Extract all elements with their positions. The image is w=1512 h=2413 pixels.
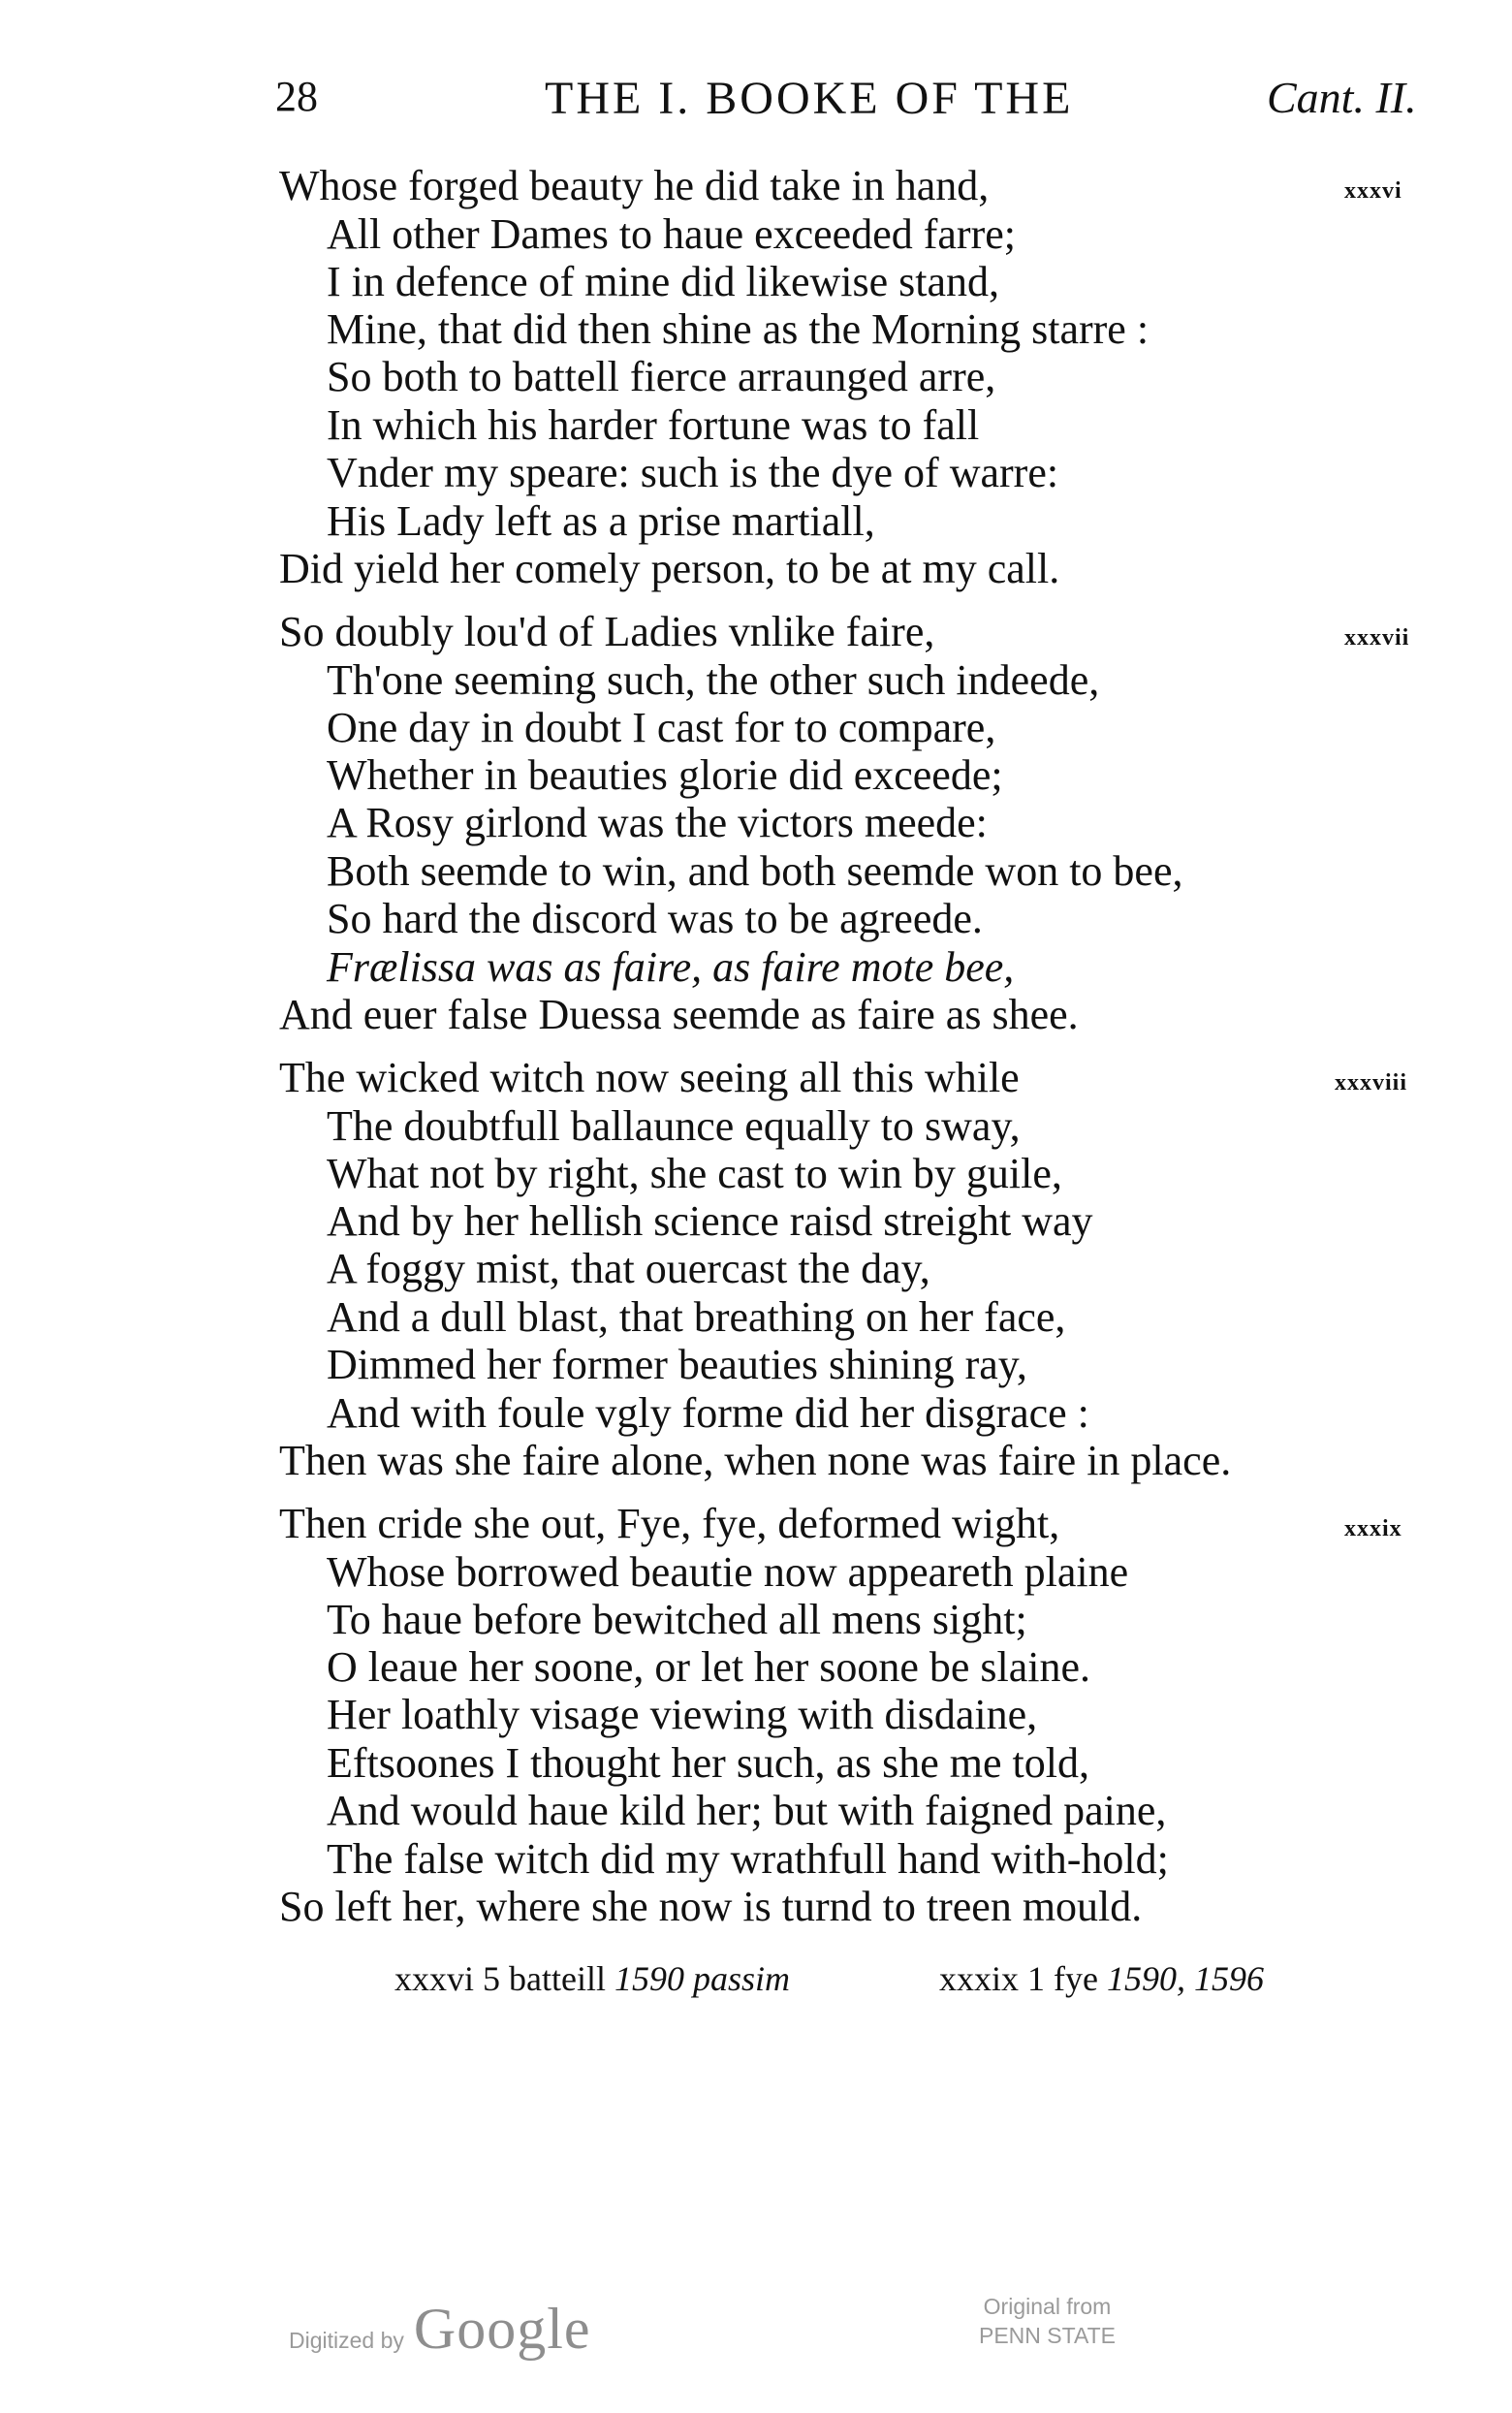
verse-line: Whose borrowed beautie now appeareth plaine [327,1548,1129,1596]
verse-line: Did yield her comely person, to be at my call. [279,545,1060,592]
verse-line: One day in doubt I cast for to compare, [327,704,996,751]
verse-line: A Rosy girlond was the victors meede: [327,799,988,846]
verse-line: Whether in beauties glorie did exceede; [327,751,1003,799]
verse-line: Vnder my speare: such is the dye of warre: [327,449,1059,496]
footnote-ref: xxxvi 5 batteill [394,1959,606,1998]
verse-line: What not by right, she cast to win by guile, [327,1150,1062,1197]
verse-line: And would haue kild her; but with faigned paine, [327,1787,1167,1834]
stanza-number: xxxix [1344,1516,1402,1541]
original-from-watermark [979,2292,1116,2350]
page-number: 28 [275,73,318,120]
verse-line: And by her hellish science raisd streight way [327,1197,1093,1245]
stanza-number: xxxviii [1335,1070,1408,1095]
footnote-ref: xxxix 1 fye [939,1959,1098,1998]
verse-line: And a dull blast, that breathing on her face, [327,1293,1066,1341]
stanza-number: xxxvi [1344,178,1402,204]
canto-label: Cant. II. [1267,73,1417,122]
verse-line: His Lady left as a prise martiall, [327,497,875,545]
footnote-note: 1590 passim [614,1959,790,1998]
digitized-label: Digitized by [289,2328,404,2353]
verse-line: Mine, that did then shine as the Morning starre : [327,305,1150,353]
verse-line: Her loathly visage viewing with disdaine, [327,1691,1038,1738]
verse-line: Then cride she out, Fye, fye, deformed wight, [279,1500,1060,1547]
verse-line: So doubly lou'd of Ladies vnlike faire, [279,608,935,655]
library-name: PENN STATE [979,2323,1116,2348]
verse-line: So both to battell fierce arraunged arre, [327,353,996,400]
verse-line: Then was she faire alone, when none was faire in place. [279,1437,1232,1484]
verse-line: So left her, where she now is turnd to treen mould. [279,1883,1143,1930]
verse-line: In which his harder fortune was to fall [327,401,980,449]
verse-line: And euer false Duessa seemde as faire as shee. [279,991,1079,1038]
footnote-left [394,1958,790,1999]
verse-line: The doubtfull ballaunce equally to sway, [327,1102,1021,1150]
verse-line: To haue before bewitched all mens sight; [327,1596,1027,1643]
verse-line: Dimmed her former beauties shining ray, [327,1341,1027,1388]
digitized-by-watermark [289,2296,591,2363]
verse-line: So hard the discord was to be agreede. [327,895,983,942]
stanza-number: xxxvii [1344,625,1410,651]
footnote-right [939,1958,1264,1999]
footnote-note: 1590, 1596 [1106,1959,1264,1998]
verse-line: The false witch did my wrathfull hand with-hold; [327,1835,1169,1883]
verse-line: All other Dames to haue exceeded farre; [327,210,1016,258]
verse-line: A foggy mist, that ouercast the day, [327,1245,930,1292]
verse-line: I in defence of mine did likewise stand, [327,258,1000,305]
original-label: Original from [983,2294,1112,2319]
verse-line: Th'one seeming such, the other such indeede, [327,656,1100,704]
verse-line: The wicked witch now seeing all this while [279,1054,1020,1101]
verse-line: Frælissa was as faire, as faire mote bee, [327,943,1015,991]
verse-line: And with foule vgly forme did her disgrace : [327,1389,1089,1437]
google-logo: Google [413,2297,591,2361]
running-title: THE I. BOOKE OF THE [545,73,1074,124]
verse-line: O leaue her soone, or let her soone be slaine. [327,1643,1091,1691]
verse-line: Eftsoones I thought her such, as she me told, [327,1739,1089,1787]
verse-line: Both seemde to win, and both seemde won to bee, [327,847,1183,895]
verse-line: Whose forged beauty he did take in hand, [279,162,990,209]
